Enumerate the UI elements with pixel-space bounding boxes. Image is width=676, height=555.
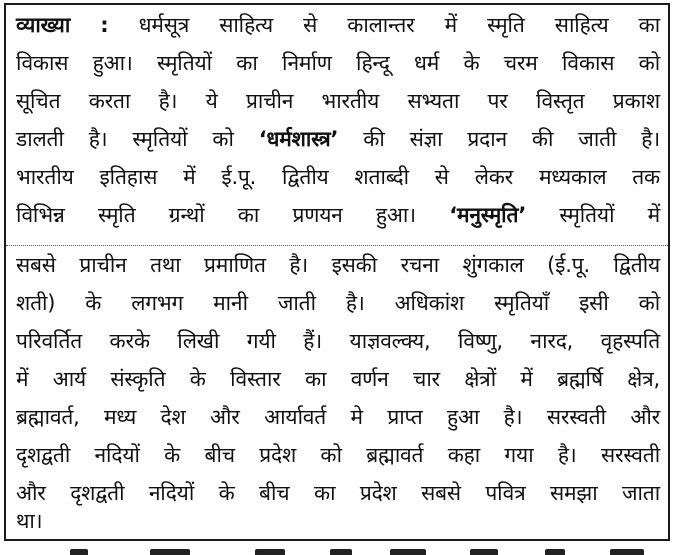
- text-line-13: और दृशद्वती नदियों के बीच का प्रदेश सबसे पवित्र समझा जाता: [16, 481, 660, 505]
- term-dharmashastra: ‘धर्मशास्त्र’: [258, 127, 339, 151]
- dotted-separator: [6, 245, 668, 246]
- document-box: [4, 3, 670, 541]
- text-line-11: ब्रह्मावर्त, मध्य देश और आर्यावर्त मे प्राप्त हुआ है। सरस्वती और: [16, 405, 660, 429]
- cropped-next-line: [0, 545, 676, 555]
- text-line-10: में आर्य संस्कृति के विस्तार का वर्णन चार क्षेत्रों में ब्रह्मर्षि क्षेत्र,: [16, 367, 660, 391]
- line-4-post: की संज्ञा प्रदान की जाती है।: [338, 127, 661, 151]
- text-line-8: शती) के लगभग मानी जाती है। अधिकांश स्मृतियाँ इसी को: [16, 291, 660, 315]
- line-4-pre: डालती है। स्मृतियों को: [16, 127, 259, 151]
- line-6-post: स्मृतियों में: [526, 203, 660, 227]
- text-line-5: भारतीय इतिहास में ई.पू. द्वितीय शताब्दी से लेकर मध्यकाल तक: [16, 165, 660, 189]
- heading-colon: :: [100, 13, 109, 37]
- line-6-pre: विभिन्न स्मृति ग्रन्थों का प्रणयन हुआ।: [16, 203, 450, 227]
- text-line-7: सबसे प्राचीन तथा प्रमाणित है। इसकी रचना शुंगकाल (ई.पू. द्वितीय: [16, 253, 660, 277]
- text-line-2: विकास हुआ। स्मृतियों का निर्माण हिन्दू धर्म के चरम विकास को: [16, 51, 660, 75]
- text-line-6: [16, 197, 660, 234]
- text-line-14: था।: [16, 509, 43, 533]
- term-manusmriti: ‘मनुस्मृति’: [449, 203, 527, 227]
- text-line-9: परिवर्तित करके लिखी गयी हैं। याज्ञवल्क्य, विष्णु, नारद, वृहस्पति: [16, 329, 660, 353]
- text-line-1: [16, 7, 660, 44]
- text-line-3: सूचित करता है। ये प्राचीन भारतीय सभ्यता पर विस्तृत प्रकाश: [16, 89, 660, 113]
- text-line-4: [16, 121, 660, 158]
- heading-vyakhya: व्याख्या: [16, 13, 71, 37]
- text-line-12: दृशद्वती नदियों के बीच प्रदेश को ब्रह्मावर्त कहा गया है। सरस्वती: [16, 443, 660, 467]
- line-1-text: धर्मसूत्र साहित्य से कालान्तर में स्मृति साहित्य का: [138, 13, 660, 37]
